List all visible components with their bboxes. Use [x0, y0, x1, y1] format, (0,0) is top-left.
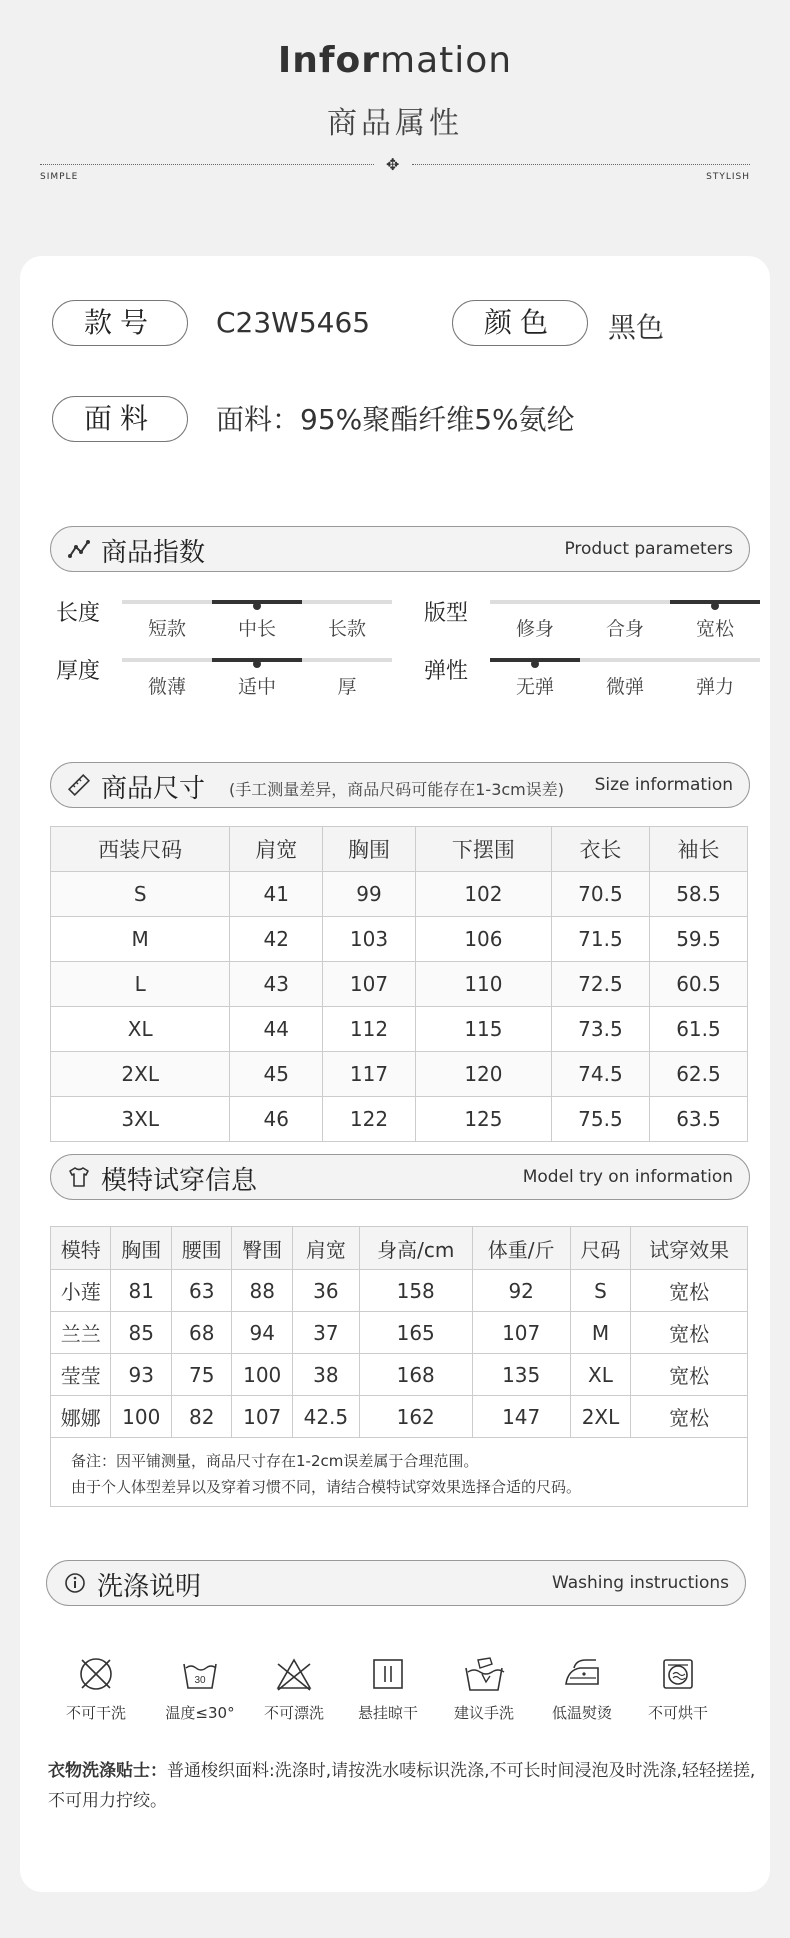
size-table-cell: 46	[230, 1097, 323, 1142]
table-row	[51, 1097, 748, 1142]
section-subtitle: (手工测量差异，商品尺码可能存在1-3cm误差)	[229, 780, 565, 799]
size-table-cell: 102	[415, 872, 551, 917]
size-table-cell: 75.5	[551, 1097, 649, 1142]
size-table-cell: 42	[230, 917, 323, 962]
table-row	[51, 1354, 748, 1396]
model-table-header-cell: 模特	[51, 1227, 111, 1270]
washing-tip	[48, 1756, 760, 1816]
model-table-cell: 42.5	[292, 1396, 359, 1438]
size-table-cell: L	[51, 962, 230, 1007]
wash-item-hang-dry	[340, 1654, 436, 1723]
model-table-cell: 兰兰	[51, 1312, 111, 1354]
wash-label: 不可漂洗	[263, 1704, 324, 1722]
wash-label: 不可烘干	[647, 1704, 708, 1722]
section-title-en: Washing instructions	[551, 1573, 729, 1593]
model-table-cell: 宽松	[631, 1312, 748, 1354]
index-option: 无弹	[515, 676, 554, 698]
model-table-cell: 100	[232, 1354, 292, 1396]
size-table-header-cell: 胸围	[323, 827, 416, 872]
size-table-cell: 62.5	[649, 1052, 747, 1097]
section-title: 洗涤说明	[97, 1572, 202, 1602]
size-table-cell: 117	[323, 1052, 416, 1097]
size-table-cell: 107	[323, 962, 416, 1007]
table-row	[51, 917, 748, 962]
size-table-cell: 70.5	[551, 872, 649, 917]
model-table-cell: 81	[111, 1270, 171, 1312]
model-table-cell: 168	[359, 1354, 472, 1396]
index-option: 弹力	[695, 676, 734, 698]
model-table-cell: 93	[111, 1354, 171, 1396]
model-table-cell: 162	[359, 1396, 472, 1438]
model-table-cell: 36	[292, 1270, 359, 1312]
size-table-cell: 115	[415, 1007, 551, 1052]
size-table-cell: XL	[51, 1007, 230, 1052]
size-table-cell: 106	[415, 917, 551, 962]
wash-item-low-iron	[534, 1654, 630, 1723]
model-table-cell: 75	[171, 1354, 231, 1396]
style-no-label: 款号	[52, 300, 188, 346]
size-table-cell: 60.5	[649, 962, 747, 1007]
size-table-header-cell: 西装尺码	[51, 827, 230, 872]
size-table-header-cell: 肩宽	[230, 827, 323, 872]
wash-item-temp	[152, 1654, 248, 1723]
color-value: 黑色	[608, 311, 665, 344]
header-stylish: STYLISH	[706, 172, 750, 182]
model-table-header-cell: 身高/cm	[359, 1227, 472, 1270]
size-table-cell: 73.5	[551, 1007, 649, 1052]
wash-30-icon	[180, 1654, 220, 1694]
size-table-cell: 59.5	[649, 917, 747, 962]
header-divider-left	[40, 164, 374, 165]
hand-wash-icon	[462, 1654, 506, 1694]
header-simple: SIMPLE	[40, 172, 79, 182]
wash-item-no-dry-clean	[48, 1654, 144, 1723]
size-table-cell: 110	[415, 962, 551, 1007]
model-table-header-cell: 肩宽	[292, 1227, 359, 1270]
size-table-cell: 122	[323, 1097, 416, 1142]
table-row	[51, 1052, 748, 1097]
wash-temp-text: 30	[194, 1675, 206, 1686]
model-table-cell: 158	[359, 1270, 472, 1312]
section-model	[50, 1154, 750, 1200]
hang-dry-icon	[368, 1654, 408, 1694]
section-title-en: Size information	[594, 775, 733, 795]
size-table-cell: 74.5	[551, 1052, 649, 1097]
model-table-header	[51, 1227, 748, 1270]
size-table-cell: 58.5	[649, 872, 747, 917]
size-table-cell: 99	[323, 872, 416, 917]
model-table-cell: 107	[472, 1312, 570, 1354]
tip-label: 衣物洗涤贴士：	[48, 1761, 167, 1781]
model-table-cell: 娜娜	[51, 1396, 111, 1438]
model-table-cell: 68	[171, 1312, 231, 1354]
table-row	[51, 962, 748, 1007]
section-wash	[46, 1560, 746, 1606]
index-selected-dot	[531, 660, 539, 668]
wash-item-no-tumble-dry	[630, 1654, 726, 1723]
size-table-header-cell: 袖长	[649, 827, 747, 872]
note-line-2: 由于个人体型差异以及穿着习惯不同，请结合模特试穿效果选择合适的尺码。	[71, 1478, 582, 1496]
model-table-cell: 147	[472, 1396, 570, 1438]
model-table-header-cell: 臀围	[232, 1227, 292, 1270]
style-no-value: C23W5465	[216, 306, 371, 339]
table-row	[51, 1270, 748, 1312]
index-option: 短款	[147, 618, 186, 640]
section-title: 商品指数	[101, 538, 206, 568]
header-divider-right	[412, 164, 750, 165]
four-diamond-icon: ✥	[386, 155, 400, 174]
model-table-cell: 小莲	[51, 1270, 111, 1312]
size-table-cell: 3XL	[51, 1097, 230, 1142]
wash-item-hand-wash	[436, 1654, 532, 1723]
no-tumble-dry-icon	[658, 1654, 698, 1694]
model-table-cell: 宽松	[631, 1396, 748, 1438]
section-product-index	[50, 526, 750, 572]
size-table-cell: 72.5	[551, 962, 649, 1007]
index-label: 厚度	[56, 659, 101, 684]
size-table-cell: 103	[323, 917, 416, 962]
index-option: 厚	[337, 676, 357, 698]
index-selected-dot	[253, 602, 261, 610]
model-table-cell: XL	[570, 1354, 630, 1396]
line-chart-icon	[67, 537, 91, 561]
size-table-cell: 44	[230, 1007, 323, 1052]
model-table-header-cell: 体重/斤	[472, 1227, 570, 1270]
model-table-cell: 宽松	[631, 1270, 748, 1312]
wash-item-no-bleach	[246, 1654, 342, 1723]
color-label: 颜色	[452, 300, 588, 346]
model-table-cell: 135	[472, 1354, 570, 1396]
model-table-cell: 莹莹	[51, 1354, 111, 1396]
index-option: 中长	[237, 618, 276, 640]
size-table-cell: 120	[415, 1052, 551, 1097]
model-table-cell: 37	[292, 1312, 359, 1354]
section-title: 商品尺寸	[101, 774, 206, 804]
index-option: 宽松	[695, 618, 734, 640]
size-table-cell: S	[51, 872, 230, 917]
index-option: 微薄	[147, 676, 186, 698]
wash-label: 低温熨烫	[551, 1704, 612, 1722]
section-title-en: Product parameters	[564, 539, 733, 559]
model-table-cell: 38	[292, 1354, 359, 1396]
model-table-cell: 92	[472, 1270, 570, 1312]
index-option: 合身	[605, 618, 644, 640]
no-dry-clean-icon	[76, 1654, 116, 1694]
model-table-cell: 82	[171, 1396, 231, 1438]
size-table	[50, 826, 748, 1142]
model-note	[50, 1438, 748, 1507]
note-line-1: 备注：因平铺测量，商品尺寸存在1-2cm误差属于合理范围。	[71, 1452, 479, 1470]
index-option: 修身	[515, 618, 554, 640]
table-row	[51, 1007, 748, 1052]
model-table-header-cell: 胸围	[111, 1227, 171, 1270]
model-table-cell: 94	[232, 1312, 292, 1354]
model-table-cell: 165	[359, 1312, 472, 1354]
model-table-cell: M	[570, 1312, 630, 1354]
size-table-cell: 41	[230, 872, 323, 917]
header-title-cn: 商品属性	[327, 106, 463, 141]
size-table-cell: 45	[230, 1052, 323, 1097]
index-label: 版型	[424, 601, 469, 626]
wash-label: 建议手洗	[453, 1704, 514, 1722]
no-bleach-icon	[274, 1654, 314, 1694]
index-label: 弹性	[424, 659, 469, 684]
model-table-cell: 88	[232, 1270, 292, 1312]
index-option: 长款	[327, 618, 366, 640]
size-table-cell: 112	[323, 1007, 416, 1052]
index-selected-dot	[711, 602, 719, 610]
model-table-header-cell: 尺码	[570, 1227, 630, 1270]
size-table-cell: 2XL	[51, 1052, 230, 1097]
index-selected-dot	[253, 660, 261, 668]
header-title-en: Information	[277, 40, 513, 81]
section-title: 模特试穿信息	[101, 1166, 258, 1196]
fabric-label: 面料	[52, 396, 188, 442]
size-table-cell: 125	[415, 1097, 551, 1142]
size-table-header-cell: 衣长	[551, 827, 649, 872]
shirt-icon	[67, 1165, 91, 1189]
low-iron-icon	[560, 1654, 604, 1694]
size-table-header	[51, 827, 748, 872]
wash-label: 温度≤30°	[165, 1704, 235, 1722]
model-table-cell: 2XL	[570, 1396, 630, 1438]
model-table-cell: S	[570, 1270, 630, 1312]
tip-text: 普通梭织面料:洗涤时,请按洗水唛标识洗涤,不可长时间浸泡及时洗涤,轻轻搓搓,不可用力拧绞。	[48, 1761, 756, 1811]
model-table-header-cell: 试穿效果	[631, 1227, 748, 1270]
section-title-en: Model try on information	[522, 1167, 733, 1187]
size-table-cell: 63.5	[649, 1097, 747, 1142]
info-icon	[63, 1571, 87, 1595]
size-table-header-cell: 下摆围	[415, 827, 551, 872]
wash-label: 不可干洗	[65, 1704, 126, 1722]
table-row	[51, 872, 748, 917]
table-row	[51, 1396, 748, 1438]
ruler-icon	[67, 773, 91, 797]
index-option: 适中	[237, 676, 276, 698]
model-table	[50, 1226, 748, 1438]
size-table-cell: 61.5	[649, 1007, 747, 1052]
size-table-cell: 43	[230, 962, 323, 1007]
page-header	[0, 0, 790, 240]
wash-label: 悬挂晾干	[357, 1704, 418, 1722]
section-size	[50, 762, 750, 808]
index-label: 长度	[56, 601, 101, 626]
model-table-cell: 107	[232, 1396, 292, 1438]
size-table-cell: M	[51, 917, 230, 962]
index-option: 微弹	[605, 676, 644, 698]
model-table-cell: 宽松	[631, 1354, 748, 1396]
size-table-cell: 71.5	[551, 917, 649, 962]
model-table-cell: 100	[111, 1396, 171, 1438]
fabric-value: 面料：95%聚酯纤维5%氨纶	[216, 403, 575, 436]
model-table-cell: 85	[111, 1312, 171, 1354]
model-table-cell: 63	[171, 1270, 231, 1312]
table-row	[51, 1312, 748, 1354]
model-table-header-cell: 腰围	[171, 1227, 231, 1270]
